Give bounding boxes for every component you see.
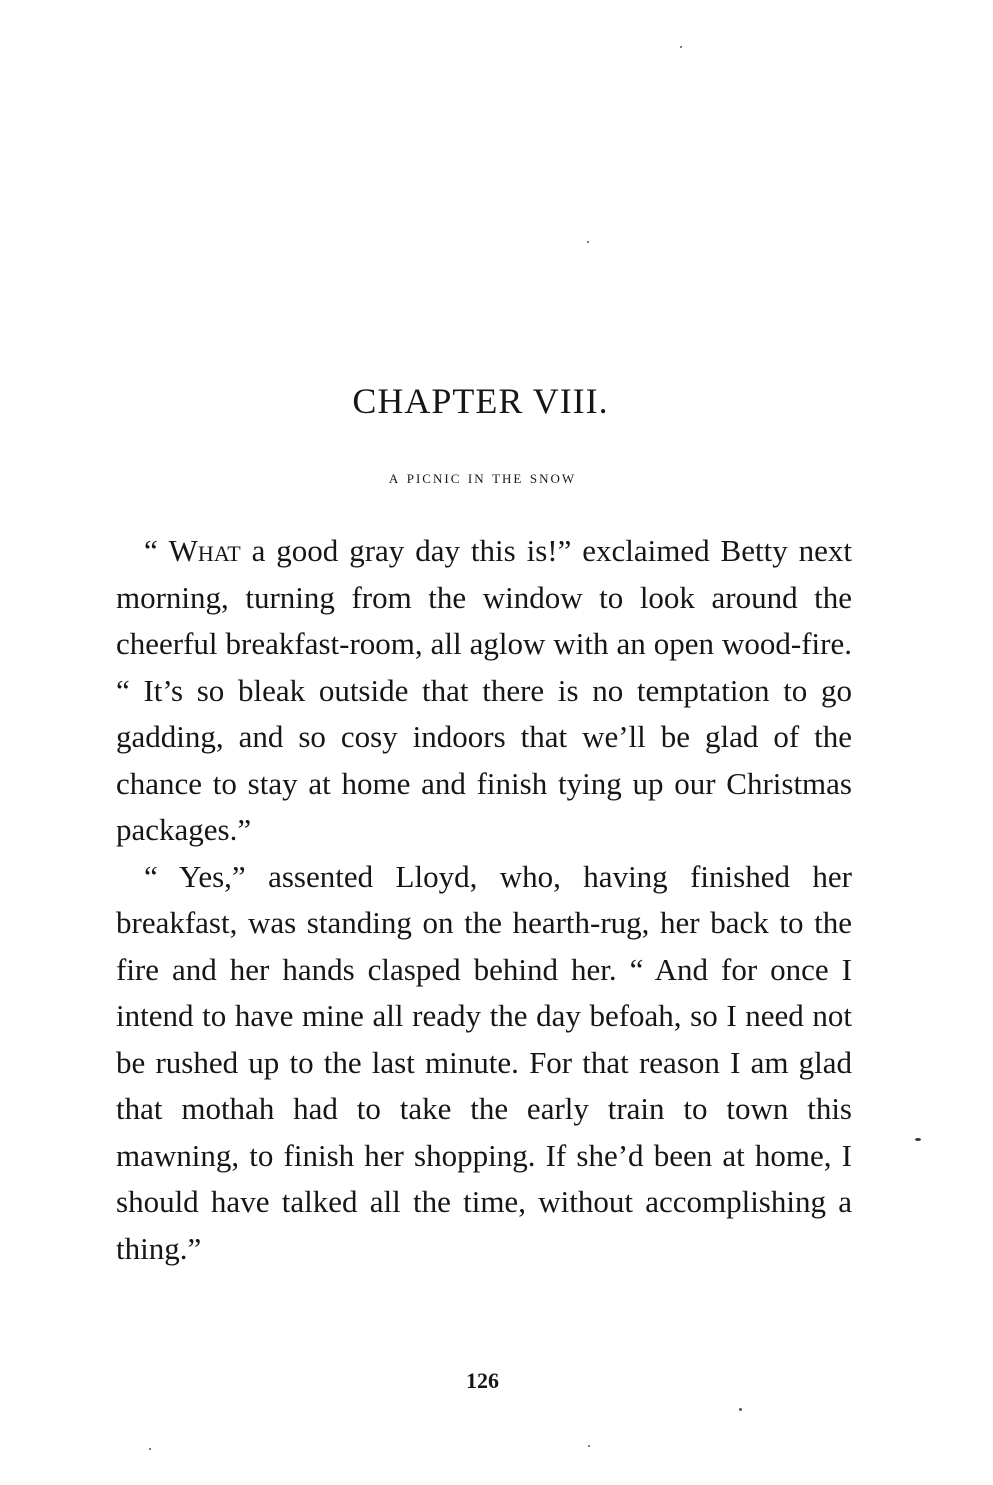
scan-speck xyxy=(149,1448,151,1450)
scan-speck xyxy=(680,46,682,48)
page-number: 126 xyxy=(466,1368,499,1393)
scan-speck xyxy=(915,1138,921,1141)
scan-speck xyxy=(739,1408,742,1411)
paragraph-1-lead-quote: “ xyxy=(144,533,169,568)
chapter-title: CHAPTER VIII. xyxy=(352,381,609,421)
body-text xyxy=(116,528,852,1272)
scan-speck xyxy=(588,1445,590,1447)
chapter-subtitle: a picnic in the snow xyxy=(388,467,577,487)
paragraph-2: “ Yes,” assented Lloyd, who, having finished her breakfast, was standing on the hearth-rug, her back to the fire and her hands clasped behind her. “ And for once I intend to have mine all ready the day befoah, so I need not be rushed up to the last minute. For that reason I am glad that mothah had to take the early train to town this mawning, to finish her shopping. If she’d been at home, I should have talked all the time, without accomplishing a thing.” xyxy=(116,858,852,1266)
paragraph-1-lead-word: What xyxy=(168,533,241,568)
scan-speck xyxy=(587,241,589,243)
paragraph-1 xyxy=(116,528,852,854)
paragraph-1-text: a good gray day this is!” exclaimed Betty next morning, turning from the window to look around the cheerful breakfast-room, all aglow with an open wood-fire. “ It’s so bleak outside that there is no temptation to go gadding, and so cosy indoors that we’ll be glad of the chance to stay at home and finish tying up our Christmas packages.” xyxy=(116,533,852,847)
